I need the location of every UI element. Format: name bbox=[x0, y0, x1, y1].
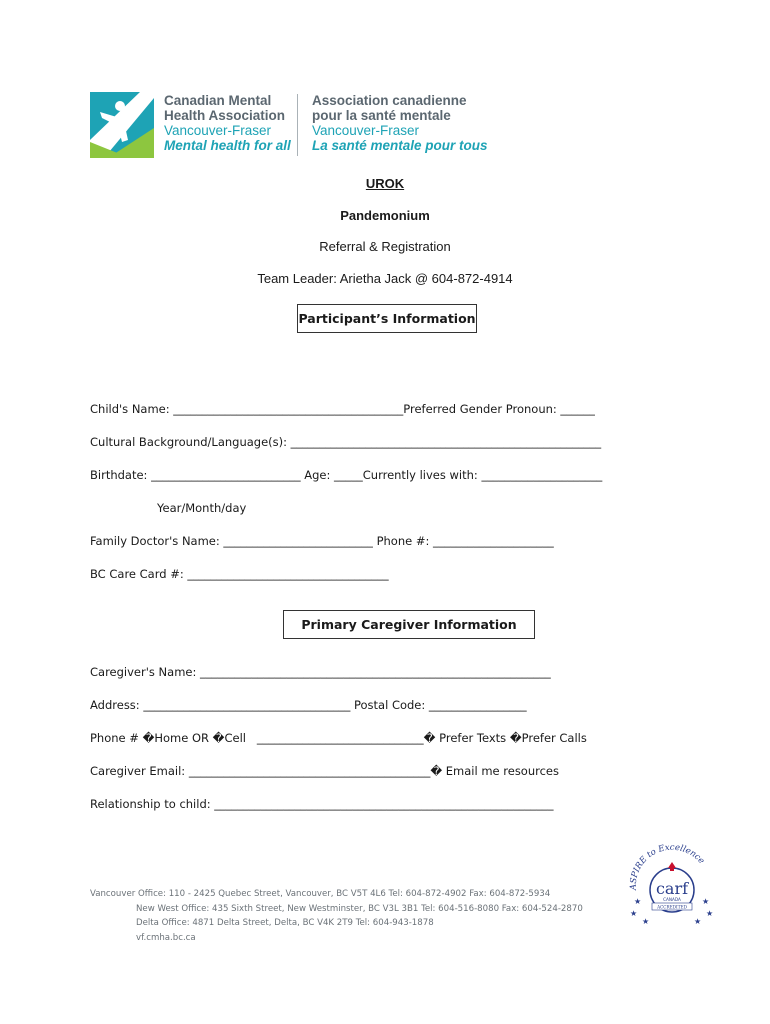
org-en-line3: Vancouver-Fraser bbox=[164, 123, 272, 138]
footer-delta-office: Delta Office: 4871 Delta Street, Delta, BC V4K 2T9 Tel: 604-943-1878 bbox=[136, 918, 434, 928]
header-divider bbox=[297, 94, 298, 156]
childs-name-field[interactable]: Child's Name: ________________________________________Preferred Gender Pronoun: ______ bbox=[90, 402, 595, 416]
seal-arc-text: ASPIRE to Excellence bbox=[628, 842, 707, 891]
footer-newwest-office: New West Office: 435 Sixth Street, New Westminster, BC V3L 3B1 Tel: 604-516-8080 Fax: 604-524-2870 bbox=[136, 904, 583, 914]
seal-country: CANADA bbox=[663, 897, 681, 902]
svg-text:★: ★ bbox=[702, 897, 710, 906]
seal-mark: carf bbox=[655, 879, 689, 898]
org-name-french bbox=[312, 93, 488, 153]
birthdate-format-hint: Year/Month/day bbox=[157, 501, 247, 515]
address-field[interactable]: Address: ____________________________________ Postal Code: _________________ bbox=[90, 698, 527, 712]
org-en-tagline: Mental health for all bbox=[164, 138, 291, 153]
org-fr-line3: Vancouver-Fraser bbox=[312, 123, 420, 138]
family-doctor-field[interactable]: Family Doctor's Name: __________________________ Phone #: _____________________ bbox=[90, 534, 554, 548]
svg-text:★: ★ bbox=[630, 909, 638, 918]
svg-text:★: ★ bbox=[706, 909, 714, 918]
seal-status: ACCREDITED bbox=[657, 904, 687, 910]
form-subtitle: Referral & Registration bbox=[319, 239, 451, 254]
phone-field[interactable]: Phone # �Home OR �Cell _____________________________� Prefer Texts �Prefer Calls bbox=[90, 731, 587, 745]
team-leader: Team Leader: Arietha Jack @ 604-872-4914 bbox=[257, 271, 513, 286]
cmha-logo-icon bbox=[90, 92, 154, 158]
bc-care-card-field[interactable]: BC Care Card #: ___________________________________ bbox=[90, 567, 389, 581]
org-en-line1: Canadian Mental bbox=[164, 93, 272, 108]
caregiver-email-field[interactable]: Caregiver Email: __________________________________________� Email me resources bbox=[90, 764, 559, 778]
org-fr-line1: Association canadienne bbox=[312, 93, 467, 108]
footer-vancouver-office: Vancouver Office: 110 - 2425 Quebec Street, Vancouver, BC V5T 4L6 Tel: 604-872-4902 Fax: 604-872-5934 bbox=[90, 889, 551, 899]
relationship-field[interactable]: Relationship to child: ___________________________________________________________ bbox=[90, 797, 554, 811]
footer-website: vf.cmha.bc.ca bbox=[136, 933, 196, 943]
program-title: UROK bbox=[365, 176, 405, 191]
caregiver-section-heading: Primary Caregiver Information bbox=[283, 610, 535, 639]
org-name-english bbox=[164, 93, 291, 153]
org-fr-line2: pour la santé mentale bbox=[312, 108, 451, 123]
org-en-line2: Health Association bbox=[164, 108, 286, 123]
cultural-background-field[interactable]: Cultural Background/Language(s): ______________________________________________________ bbox=[90, 435, 602, 449]
participant-section-heading: Participant’s Information bbox=[297, 304, 477, 333]
svg-text:★: ★ bbox=[694, 917, 702, 926]
carf-seal-icon bbox=[622, 838, 720, 930]
svg-text:★: ★ bbox=[642, 917, 650, 926]
birthdate-field[interactable]: Birthdate: __________________________ Age: _____Currently lives with: _____________________ bbox=[90, 468, 603, 482]
program-name: Pandemonium bbox=[340, 208, 430, 223]
svg-text:★: ★ bbox=[634, 897, 642, 906]
org-fr-tagline: La santé mentale pour tous bbox=[312, 138, 488, 153]
caregiver-name-field[interactable]: Caregiver's Name: _____________________________________________________________ bbox=[90, 665, 551, 679]
